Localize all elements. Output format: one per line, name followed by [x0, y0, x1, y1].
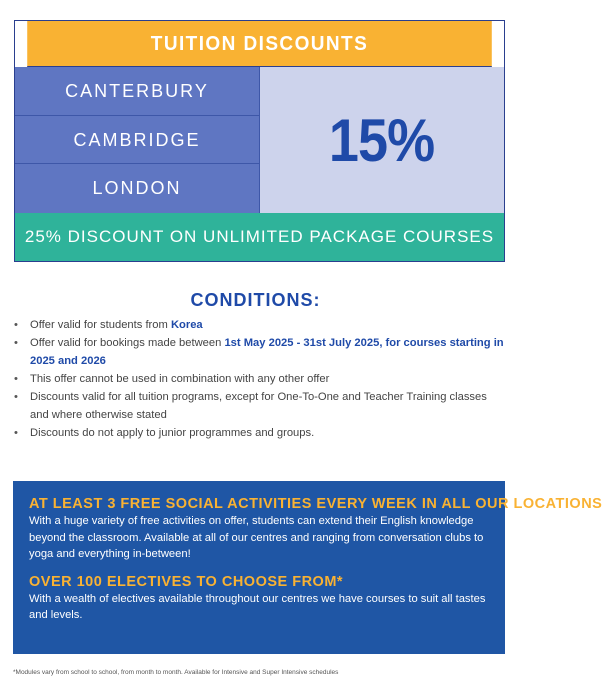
activities-box: [13, 481, 602, 654]
city-canterbury: CANTERBURY: [15, 67, 260, 116]
condition-item: [14, 316, 504, 334]
tuition-discounts-table: [14, 20, 505, 262]
bullet-icon: •: [14, 373, 18, 385]
conditions-title: CONDITIONS:: [190, 290, 321, 310]
condition-item: [14, 388, 504, 424]
bullet-icon: •: [14, 319, 18, 331]
city-london: LONDON: [15, 164, 260, 213]
city-cambridge: CAMBRIDGE: [15, 116, 260, 165]
electives-heading: OVER 100 ELECTIVES TO CHOOSE FROM*: [29, 573, 344, 590]
condition-text: This offer cannot be used in combination with any other offer: [30, 373, 330, 385]
electives-text: With a wealth of electives available throughout our centres we have courses to suit all tastes and levels.: [29, 592, 486, 621]
condition-item: [14, 424, 504, 442]
activities-heading: AT LEAST 3 FREE SOCIAL ACTIVITIES EVERY WEEK IN ALL OUR LOCATIONS: [29, 496, 602, 512]
discount-cell: [260, 67, 504, 213]
footnote: *Modules vary from school to school, from month to month. Available for Intensive and Super Intensive schedules: [13, 669, 339, 676]
condition-text: Offer valid for bookings made between: [30, 337, 225, 349]
condition-text: Discounts do not apply to junior programmes and groups.: [30, 427, 315, 439]
activities-text: With a huge variety of free activities on offer, students can extend their English knowledge beyond the classroom. Available at all of our centres and ranging from conversation clubs to yoga and everything in-between!: [29, 515, 484, 560]
bullet-icon: •: [14, 337, 18, 349]
condition-item: [14, 334, 504, 370]
condition-text: Discounts valid for all tuition programs, except for One-To-One and Teacher Training classes and where otherwise stated: [30, 391, 487, 421]
bullet-icon: •: [14, 427, 18, 439]
city-list: [15, 67, 260, 213]
condition-item: [14, 370, 504, 388]
package-discount-row: 25% DISCOUNT ON UNLIMITED PACKAGE COURSES: [15, 213, 504, 261]
condition-highlight: 1st May 2025 - 31st July 2025, for courses starting in 2025 and 2026: [30, 337, 504, 367]
condition-text: Offer valid for students from: [30, 319, 171, 331]
bullet-icon: •: [14, 391, 18, 403]
discount-percentage: 15%: [329, 106, 435, 174]
table-header: TUITION DISCOUNTS: [27, 21, 492, 67]
conditions-list: [14, 316, 504, 442]
condition-highlight: Korea: [170, 319, 203, 331]
